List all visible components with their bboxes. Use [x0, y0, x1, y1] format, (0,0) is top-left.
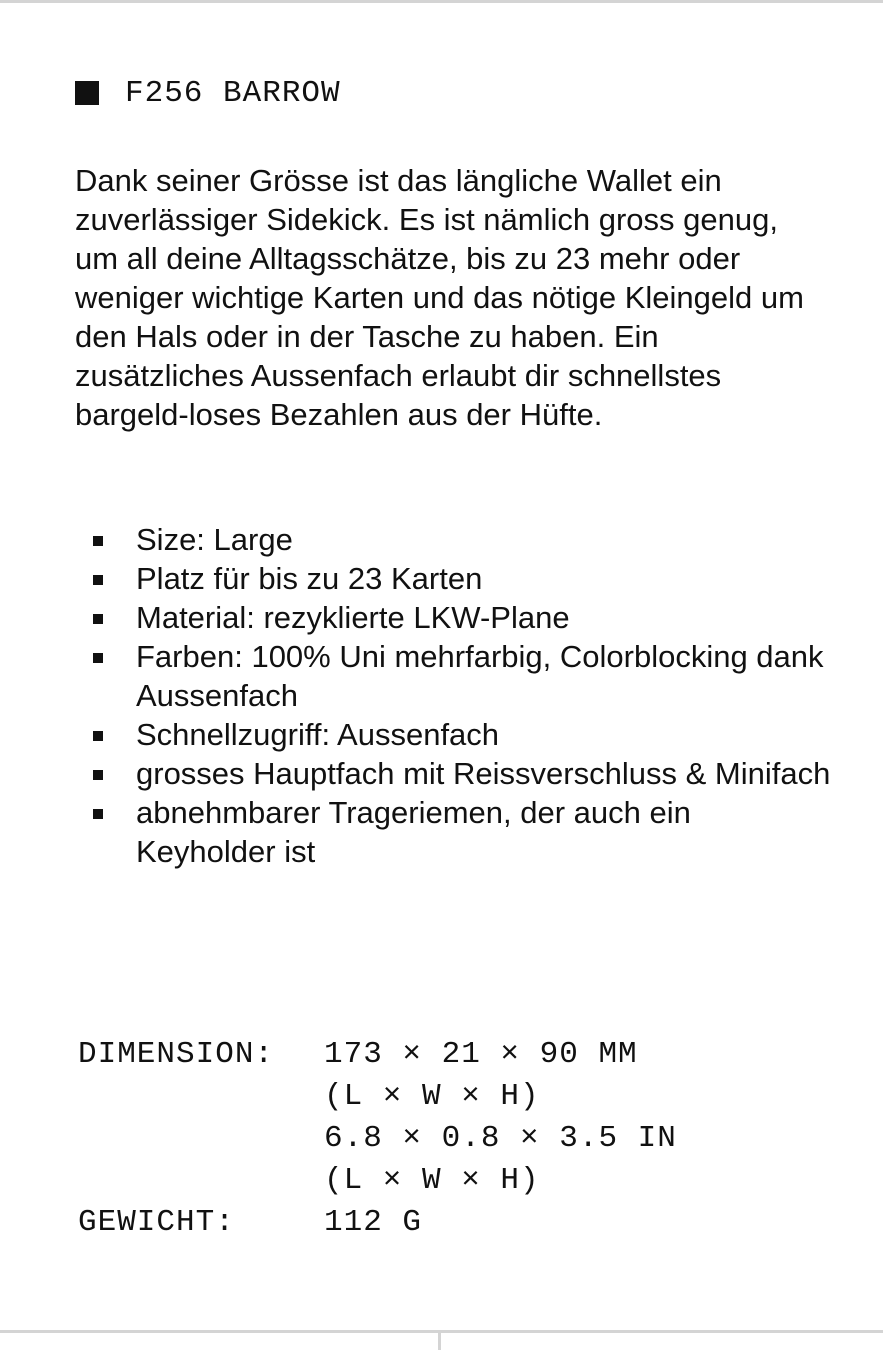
weight-values [324, 1202, 422, 1244]
feature-item [75, 520, 835, 559]
feature-item [75, 598, 835, 637]
dimension-in-axes: (L × W × H) [324, 1163, 540, 1198]
square-bullet-icon [93, 653, 103, 663]
feature-text: Size: Large [136, 522, 293, 557]
weight-row [78, 1202, 677, 1244]
dimension-mm: 173 × 21 × 90 MM [324, 1037, 638, 1072]
bottom-column-divider [438, 1333, 441, 1350]
feature-item [75, 793, 835, 871]
square-bullet-icon [93, 809, 103, 819]
feature-item [75, 715, 835, 754]
weight-label: GEWICHT: [78, 1205, 235, 1240]
feature-text: abnehmbarer Trageriemen, der auch ein Keyholder ist [136, 795, 691, 869]
feature-text: grosses Hauptfach mit Reissverschluss & Minifach [136, 756, 831, 791]
bottom-divider [0, 1330, 883, 1333]
dimension-row [78, 1034, 677, 1202]
square-bullet-icon [93, 536, 103, 546]
square-bullet-icon [93, 731, 103, 741]
dimension-in: 6.8 × 0.8 × 3.5 IN [324, 1121, 677, 1156]
feature-item [75, 637, 835, 715]
square-bullet-icon [93, 770, 103, 780]
product-description: Dank seiner Grösse ist das längliche Wallet ein zuverlässiger Sidekick. Es ist nämlich gross genug, um all deine Alltagsschätze, bis zu 23 mehr oder weniger wichtige Karten und das nötige Kleingeld um den Hals oder in der Tasche zu haben. Ein zusätzliches Aussenfach erlaubt dir schnellstes bargeld-loses Bezahlen aus der Hüfte. [75, 163, 804, 432]
dimension-label: DIMENSION: [78, 1037, 275, 1072]
feature-item [75, 559, 835, 598]
dimension-mm-axes: (L × W × H) [324, 1079, 540, 1114]
product-title-text: F256 BARROW [125, 75, 341, 111]
feature-text: Material: rezyklierte LKW-Plane [136, 600, 570, 635]
title-square-icon [75, 81, 99, 105]
feature-list [75, 520, 835, 871]
top-divider [0, 0, 883, 3]
spec-table [78, 1034, 677, 1244]
feature-item [75, 754, 835, 793]
product-title [75, 74, 341, 112]
feature-text: Farben: 100% Uni mehrfarbig, Colorblocking dank Aussenfach [136, 639, 824, 713]
dimension-values [324, 1034, 677, 1202]
square-bullet-icon [93, 575, 103, 585]
square-bullet-icon [93, 614, 103, 624]
weight-value: 112 G [324, 1205, 423, 1240]
feature-text: Schnellzugriff: Aussenfach [136, 717, 500, 752]
feature-text: Platz für bis zu 23 Karten [136, 561, 483, 596]
